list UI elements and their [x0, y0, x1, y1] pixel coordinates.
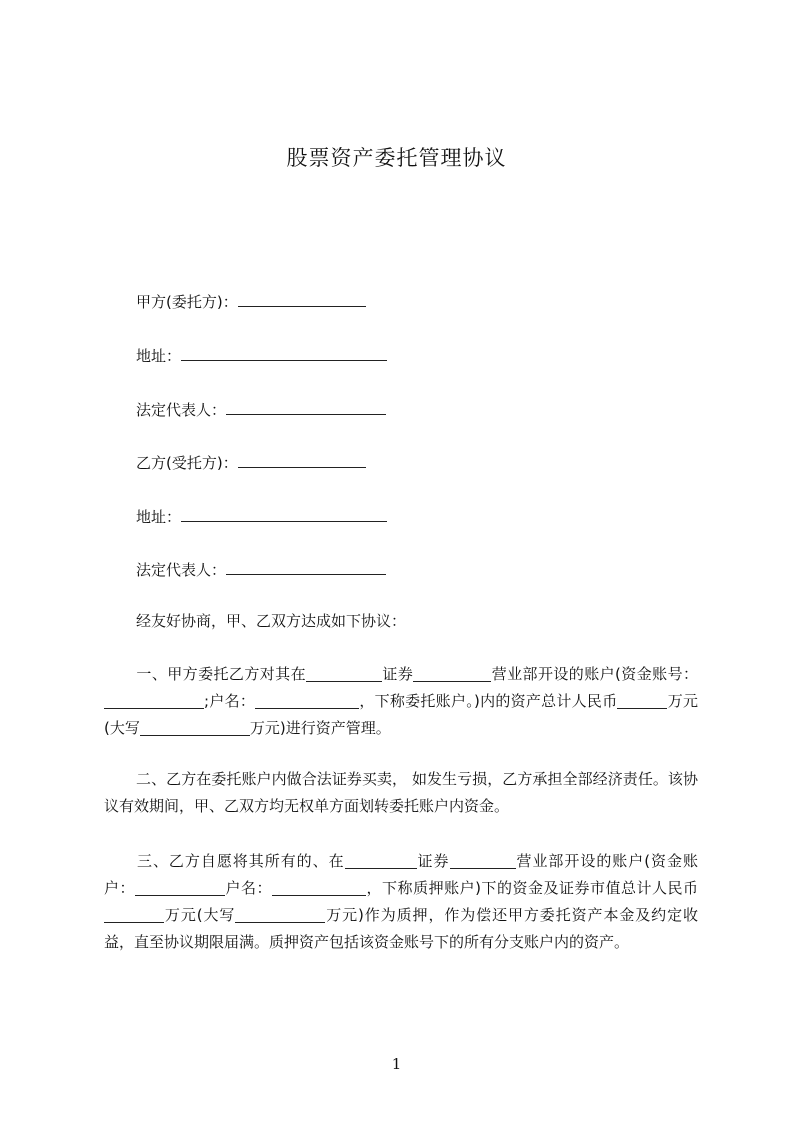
party-a-label: 甲方(委托方)：: [136, 293, 238, 311]
clause-2: [104, 766, 698, 820]
clause-1-text-f: 万元(大写: [104, 692, 698, 737]
clause-1-text-c: 营业部开设的账户(资金账号：: [491, 665, 698, 683]
clause-1-blank-securities: [306, 663, 382, 682]
clause-1-text-e: ，下称委托账户。)内的资产总计人民币: [359, 692, 618, 710]
clause-3-text-b: 证券: [416, 852, 450, 870]
clause-3-blank-name: [272, 877, 366, 896]
page-number: 1: [391, 1055, 402, 1073]
legal-rep-a-blank: [226, 398, 386, 415]
clause-3-text-c: 营业部开设的账户(资金账户：: [104, 852, 698, 897]
address-a-blank: [181, 344, 387, 361]
address-b-label: 地址：: [136, 508, 182, 526]
legal-rep-b-label: 法定代表人：: [136, 561, 227, 579]
clause-1-text-d: ;户名：: [204, 692, 256, 710]
clause-3: [104, 848, 698, 956]
clause-1-text-b: 证券: [382, 665, 414, 683]
address-a-field: [136, 344, 387, 366]
address-a-label: 地址：: [136, 347, 182, 365]
clause-1-blank-account: [104, 690, 204, 709]
party-b-blank: [238, 451, 366, 468]
clause-1: [104, 661, 698, 742]
party-a-field: [136, 290, 366, 312]
clause-3-text-a: 三、乙方自愿将其所有的、在: [136, 852, 345, 870]
party-b-field: [136, 451, 366, 473]
address-b-blank: [181, 505, 387, 522]
legal-rep-a-field: [136, 398, 386, 420]
clause-3-text-e: ，下称质押账户)下的资金及证券市值总计人民币: [366, 879, 698, 897]
clause-3-blank-amount-words: [235, 904, 325, 923]
clause-1-blank-name: [255, 690, 359, 709]
clause-3-text-d: 户名：: [225, 879, 273, 897]
clause-1-text-g: 万元)进行资产管理。: [249, 719, 391, 737]
clause-1-text-a: 一、甲方委托乙方对其在: [136, 665, 307, 683]
address-b-field: [136, 505, 387, 527]
clause-3-text-g: 万元)作为质押，作为偿还甲方委托资产本金及约定收益，直至协议期限届满。质押资产包括该资金账号下的所有分支账户内的资产。: [104, 906, 698, 951]
clause-1-blank-branch: [413, 663, 491, 682]
clause-3-blank-account: [135, 877, 225, 896]
clause-1-blank-amount: [617, 690, 667, 709]
intro-text: 经友好协商，甲、乙双方达成如下协议：: [136, 612, 407, 630]
clause-3-text-f: 万元(大写: [164, 906, 236, 924]
clause-3-blank-branch: [450, 850, 516, 869]
clause-2-text: 二、乙方在委托账户内做合法证券买卖， 如发生亏损，乙方承担全部经济责任。该协议有效期间，甲、乙双方均无权单方面划转委托账户内资金。: [104, 770, 698, 815]
clause-3-blank-amount: [104, 904, 164, 923]
document-title: 股票资产委托管理协议: [286, 146, 507, 170]
party-a-blank: [238, 290, 366, 307]
legal-rep-b-blank: [226, 558, 386, 575]
legal-rep-a-label: 法定代表人：: [136, 401, 227, 419]
legal-rep-b-field: [136, 558, 386, 580]
party-b-label: 乙方(受托方)：: [136, 454, 238, 472]
clause-3-blank-securities: [345, 850, 417, 869]
clause-1-blank-amount-words: [140, 717, 250, 736]
